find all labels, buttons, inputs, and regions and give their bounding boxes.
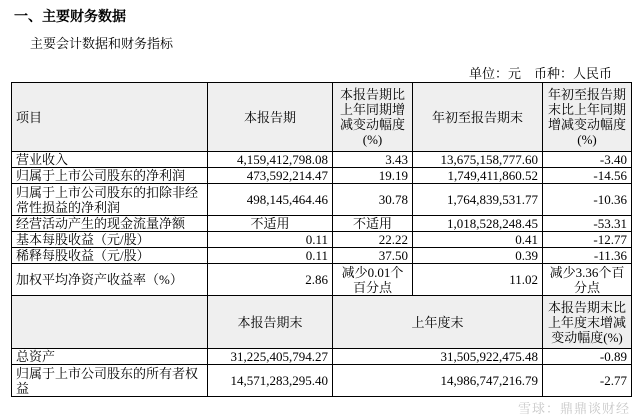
- cell-ytd-change: -12.77: [543, 232, 632, 248]
- cell-change: 19.19: [333, 168, 413, 184]
- cell-change: 30.78: [333, 184, 413, 216]
- cell-ytd: 0.39: [413, 248, 543, 264]
- cell-change: 22.22: [333, 232, 413, 248]
- table-row: [12, 184, 632, 216]
- subsection-title: 主要会计数据和财务指标: [30, 36, 174, 51]
- cell-ytd-change: -53.31: [543, 216, 632, 232]
- table-header-row-2: [12, 296, 632, 349]
- cell-ytd-change: 减少3.36个百分点: [543, 264, 632, 296]
- cell-prior-year-end: 31,505,922,475.48: [333, 349, 543, 365]
- row-label: 加权平均净资产收益率（%）: [12, 264, 208, 296]
- cell-change: -2.77: [543, 365, 632, 397]
- cell-change: 不适用: [333, 216, 413, 232]
- cell-change: 减少0.01个百分点: [333, 264, 413, 296]
- cell-change: 37.50: [333, 248, 413, 264]
- cell-current: 498,145,464.46: [208, 184, 333, 216]
- table-row: [12, 264, 632, 296]
- table-row: [12, 365, 632, 397]
- row-label: 总资产: [12, 349, 208, 365]
- row-label: 基本每股收益（元/股）: [12, 232, 208, 248]
- cell-ytd: 1,749,411,860.52: [413, 168, 543, 184]
- row-label: 稀释每股收益（元/股）: [12, 248, 208, 264]
- table-row: [12, 248, 632, 264]
- header-item: 项目: [12, 83, 208, 152]
- header-ytd-change: 年初至报告期末比上年同期增减变动幅度(%): [543, 83, 632, 152]
- header-ytd: 年初至报告期末: [413, 83, 543, 152]
- header-period-change: 本报告期比上年同期增减变动幅度(%): [333, 83, 413, 152]
- row-label: 营业收入: [12, 152, 208, 168]
- cell-period-end: 31,225,405,794.27: [208, 349, 333, 365]
- financial-data-table: [11, 82, 632, 397]
- cell-change: 3.43: [333, 152, 413, 168]
- cell-ytd: 11.02: [413, 264, 543, 296]
- header2-change: 本报告期末比上年度末增减变动幅度(%): [543, 296, 632, 349]
- row-label: 经营活动产生的现金流量净额: [12, 216, 208, 232]
- row-label: 归属于上市公司股东的扣除非经常性损益的净利润: [12, 184, 208, 216]
- cell-ytd: 13,675,158,777.60: [413, 152, 543, 168]
- table-row: [12, 349, 632, 365]
- cell-current: 0.11: [208, 248, 333, 264]
- cell-current: 4,159,412,798.08: [208, 152, 333, 168]
- cell-current: 473,592,214.47: [208, 168, 333, 184]
- table-row: [12, 216, 632, 232]
- header2-prior-year-end: 上年度末: [333, 296, 543, 349]
- cell-period-end: 14,571,283,295.40: [208, 365, 333, 397]
- cell-ytd-change: -10.36: [543, 184, 632, 216]
- section-title: 一、主要财务数据: [14, 10, 126, 25]
- row-label: 归属于上市公司股东的所有者权益: [12, 365, 208, 397]
- unit-line: 单位：元 币种：人民币: [468, 66, 612, 81]
- watermark: 雪球：鼎鼎谈财经: [517, 402, 630, 417]
- cell-current: 2.86: [208, 264, 333, 296]
- cell-current: 0.11: [208, 232, 333, 248]
- header2-period-end: 本报告期末: [208, 296, 333, 349]
- cell-change: -0.89: [543, 349, 632, 365]
- table-header-row: [12, 83, 632, 152]
- cell-ytd-change: -11.36: [543, 248, 632, 264]
- cell-ytd-change: -14.56: [543, 168, 632, 184]
- cell-current: 不适用: [208, 216, 333, 232]
- header2-item: [12, 296, 208, 349]
- table-row: [12, 168, 632, 184]
- cell-ytd: 1,018,528,248.45: [413, 216, 543, 232]
- cell-prior-year-end: 14,986,747,216.79: [333, 365, 543, 397]
- row-label: 归属于上市公司股东的净利润: [12, 168, 208, 184]
- cell-ytd: 0.41: [413, 232, 543, 248]
- cell-ytd: 1,764,839,531.77: [413, 184, 543, 216]
- header-current-period: 本报告期: [208, 83, 333, 152]
- table-row: [12, 152, 632, 168]
- table-row: [12, 232, 632, 248]
- cell-ytd-change: -3.40: [543, 152, 632, 168]
